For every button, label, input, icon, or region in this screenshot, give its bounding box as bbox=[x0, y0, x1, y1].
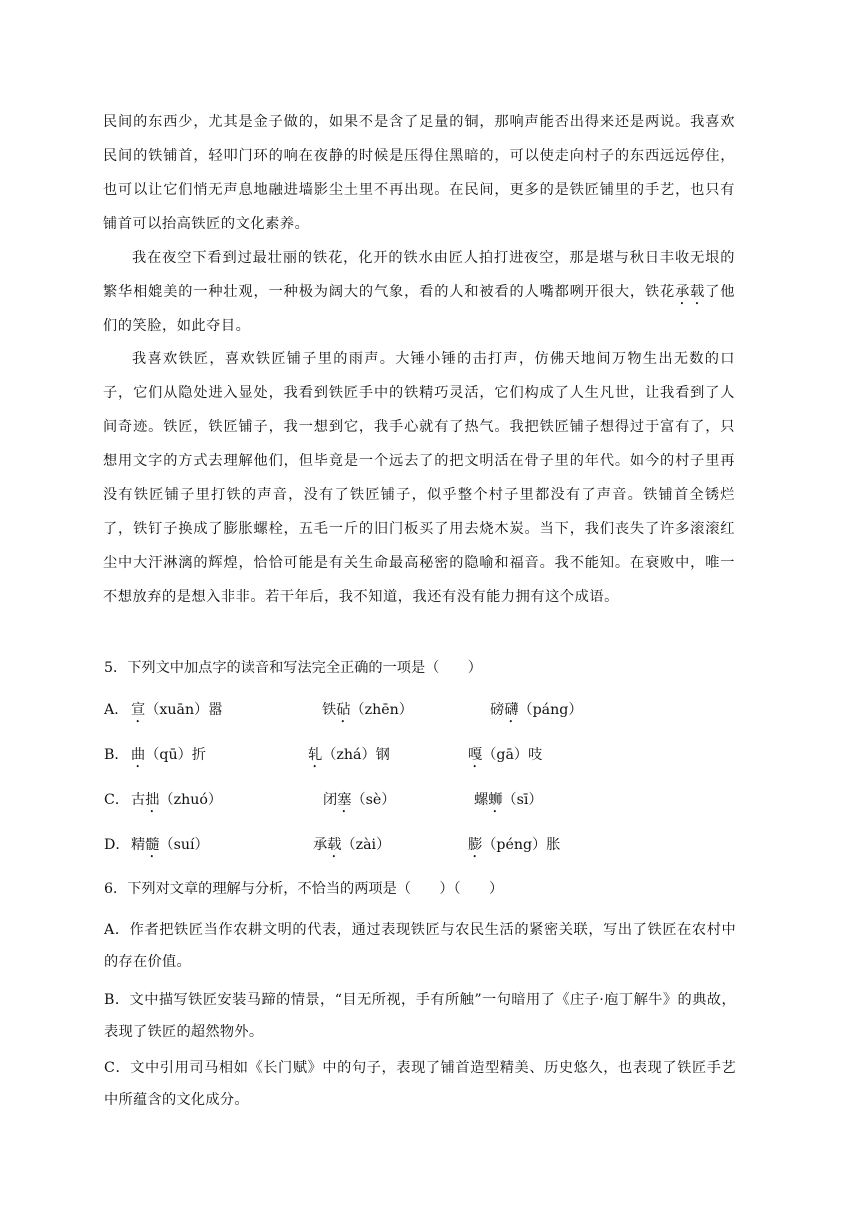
dotted-character: 拙 bbox=[145, 792, 160, 808]
paragraph-1: 民间的东西少，尤其是金子做的，如果不是含了足量的铜，那响声能否出得来还是两说。我喜欢民间的铁铺首，轻叩门环的响在夜静的时候是压得住黑暗的，可以使走向村子的东西远远停住，也可以让它们悄无声息地融进墙影尘土里不再出现。在民间，更多的是铁匠铺里的手艺，也只有铺首可以抬高铁匠的文化素养。 bbox=[103, 114, 735, 232]
question-6-option-b: B．文中描写铁匠安装马蹄的情景，“目无所视，手有所触”一句暗用了《庄子·庖丁解牛》的典故，表现了铁匠的超然物外。 bbox=[104, 992, 736, 1040]
option-label: C． bbox=[104, 792, 130, 808]
dotted-character: 髓 bbox=[145, 837, 160, 853]
dotted-character: 曲 bbox=[131, 747, 146, 763]
question-6-option-c: C．文中引用司马相如《长门赋》中的句子，表现了铺首造型精美、历史悠久，也表现了铁匠手艺中所蕴含的文化成分。 bbox=[104, 1060, 736, 1108]
question-6-stem: 6．下列对文章的理解与分析，不恰当的两项是（ ）（ ） bbox=[104, 881, 504, 897]
option-item: 宣（xuān）嚣 bbox=[131, 702, 223, 718]
question-6-option-a: A．作者把铁匠当作农耕文明的代表，通过表现铁匠与农民生活的紧密关联，写出了铁匠在农村中的存在价值。 bbox=[104, 922, 736, 970]
option-item: 闭塞（sè） bbox=[323, 792, 396, 808]
dotted-character: 膨 bbox=[468, 837, 483, 853]
dotted-character: 砧 bbox=[336, 702, 351, 718]
dotted-word: 承载 bbox=[675, 284, 706, 300]
paragraph-2-text: 我在夜空下看到过最壮丽的铁花，化开的铁水由匠人拍打进夜空，那是堪与秋日丰收无垠的繁华相媲美的一种壮观，一种极为阔大的气象，看的人和被看的人嘴都咧开很大，铁花 bbox=[103, 250, 735, 300]
option-item: 磅礴（páng） bbox=[490, 702, 583, 718]
dotted-character: 嘎 bbox=[468, 747, 483, 763]
dotted-character: 塞 bbox=[337, 792, 352, 808]
dotted-character: 轧 bbox=[308, 747, 323, 763]
option-label: A． bbox=[104, 702, 129, 718]
paragraph-2-tail: 了他们的笑脸，如此夺目。 bbox=[103, 284, 735, 334]
option-item: 古拙（zhuó） bbox=[131, 792, 223, 808]
paragraph-3: 我喜欢铁匠，喜欢铁匠铺子里的雨声。大锤小锤的击打声，仿佛天地间万物生出无数的口子，它们从隐处进入显处，我看到铁匠手中的铁精巧灵活，它们构成了人生凡世，让我看到了人间奇迹。铁匠，铁匠铺子，我一想到它，我手心就有了热气。我把铁匠铺子想得过于富有了，只想用文字的方式去理解他们，但毕竟是一个远去了的把文明活在骨子里的年代。如今的村子里再没有铁匠铺子里打铁的声音，没有了铁匠铺子，似乎整个村子里都没有了声音。铁铺首全锈烂了，铁钉子换成了膨胀螺栓，五毛一斤的旧门板买了用去烧木炭。当下，我们丧失了许多滚滚红尘中大汗淋漓的辉煌，恰恰可能是有关生命最高秘密的隐喻和福音。我不能知。在衰败中，唯一不想放弃的是想入非非。若干年后，我不知道，我还有没有能力拥有这个成语。 bbox=[103, 351, 735, 605]
question-5-stem: 5．下列文中加点字的读音和写法完全正确的一项是（ ） bbox=[104, 660, 482, 676]
dotted-character: 蛳 bbox=[488, 792, 503, 808]
dotted-character: 礴 bbox=[504, 702, 519, 718]
dotted-character: 宣 bbox=[131, 702, 146, 718]
paragraph-2 bbox=[103, 241, 735, 343]
option-item: 精髓（suí） bbox=[131, 837, 209, 853]
option-item: 铁砧（zhēn） bbox=[322, 702, 413, 718]
option-item: 轧（zhá）钢 bbox=[308, 747, 390, 763]
option-item: 膨（péng）胀 bbox=[468, 837, 561, 853]
option-item: 承载（zài） bbox=[313, 837, 391, 853]
option-item: 嘎（gā）吱 bbox=[468, 747, 543, 763]
option-label: B． bbox=[104, 747, 129, 763]
option-label: D． bbox=[104, 837, 130, 853]
dotted-character: 载 bbox=[327, 837, 342, 853]
option-item: 曲（qū）折 bbox=[131, 747, 206, 763]
option-item: 螺蛳（sī） bbox=[474, 792, 543, 808]
